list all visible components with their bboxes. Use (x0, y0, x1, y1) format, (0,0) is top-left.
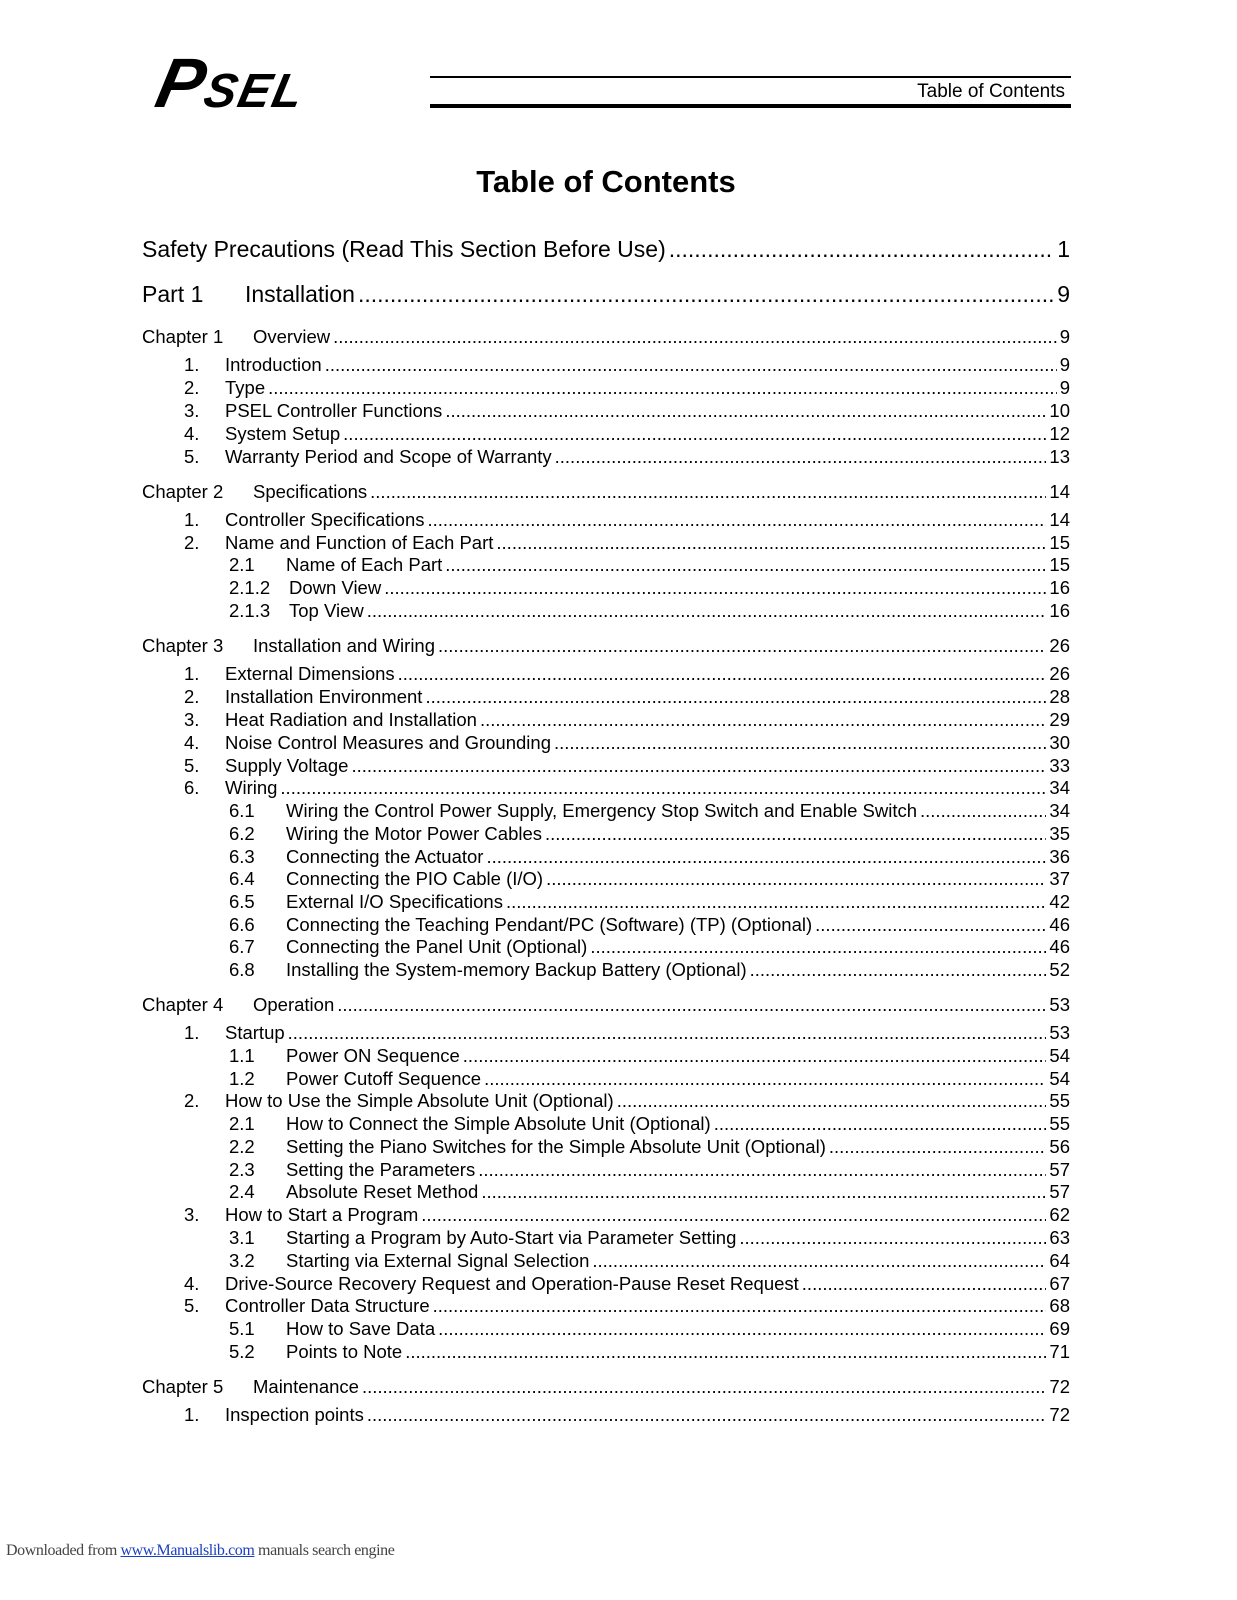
toc-entry-title: Absolute Reset Method (286, 1181, 479, 1202)
toc-entry-number: Part 1 (142, 281, 204, 307)
toc-leader-dots (920, 799, 1046, 822)
toc-entry[interactable] (142, 845, 1070, 868)
toc-entry[interactable] (142, 754, 1070, 777)
toc-entry[interactable] (142, 634, 1070, 657)
toc-entry-number: 4. (184, 423, 200, 444)
toc-entry[interactable] (142, 376, 1070, 399)
toc-leader-dots (481, 1180, 1046, 1203)
toc-entry[interactable] (142, 325, 1070, 348)
toc-entry-title: Connecting the Actuator (286, 846, 484, 867)
toc-leader-dots (425, 685, 1046, 708)
toc-entry-number: 3.2 (229, 1250, 255, 1271)
toc-entry[interactable] (142, 1203, 1070, 1226)
toc-entry[interactable] (142, 279, 1070, 309)
toc-entry-title: External Dimensions (225, 663, 395, 684)
page-title: Table of Contents (476, 164, 736, 199)
toc-entry-number: 5.1 (229, 1318, 255, 1339)
toc-leader-dots (445, 399, 1046, 422)
toc-entry[interactable] (142, 1067, 1070, 1090)
toc-entry-title: External I/O Specifications (286, 891, 503, 912)
toc-entry-page: 67 (1049, 1273, 1070, 1294)
toc-entry[interactable] (142, 508, 1070, 531)
header-rule-top (430, 76, 1071, 78)
toc-entry-title: Safety Precautions (Read This Section Before Use) (142, 236, 666, 262)
toc-leader-dots (433, 1294, 1047, 1317)
toc-entry-title: Noise Control Measures and Grounding (225, 732, 551, 753)
toc-entry-page: 29 (1049, 709, 1070, 730)
toc-entry-page: 36 (1049, 846, 1070, 867)
toc-entry-page: 12 (1049, 423, 1070, 444)
toc-entry-number: 2.2 (229, 1136, 255, 1157)
toc-entry[interactable] (142, 993, 1070, 1016)
toc-leader-dots (478, 1158, 1046, 1181)
toc-entry-number: 6.5 (229, 891, 255, 912)
toc-entry-number: 2.4 (229, 1181, 255, 1202)
toc-entry-page: 33 (1049, 755, 1070, 776)
toc-leader-dots (367, 1403, 1047, 1426)
toc-entry[interactable] (142, 399, 1070, 422)
toc-entry[interactable] (142, 1135, 1070, 1158)
toc-leader-dots (617, 1089, 1047, 1112)
toc-entry-title: Starting via External Signal Selection (286, 1250, 590, 1271)
logo-letters-sel: SEL (199, 65, 310, 118)
toc-entry-title: Setting the Piano Switches for the Simple Absolute Unit (Optional) (286, 1136, 826, 1157)
toc-entry-page: 16 (1049, 600, 1070, 621)
toc-entry[interactable] (142, 576, 1070, 599)
toc-entry-page: 9 (1059, 377, 1070, 398)
toc-entry-page: 72 (1049, 1404, 1070, 1425)
toc-entry[interactable] (142, 234, 1070, 264)
toc-leader-dots (463, 1044, 1047, 1067)
toc-entry-page: 63 (1049, 1227, 1070, 1248)
toc-entry-number: 4. (184, 732, 200, 753)
toc-leader-dots (506, 890, 1046, 913)
toc-leader-dots (438, 1317, 1046, 1340)
toc-entry-number: 2.1.2 (229, 577, 271, 598)
toc-entry-number: 2.1 (229, 554, 255, 575)
toc-entry[interactable] (142, 480, 1070, 503)
toc-entry-number: 1. (184, 1022, 200, 1043)
toc-entry-title: Warranty Period and Scope of Warranty (225, 446, 552, 467)
toc-entry-title: Setting the Parameters (286, 1159, 476, 1180)
logo-letter-p: P (149, 44, 211, 122)
toc-entry-number: 5.2 (229, 1341, 255, 1362)
toc-entry-title: How to Start a Program (225, 1204, 419, 1225)
toc-entry[interactable] (142, 1158, 1070, 1181)
toc-leader-dots (669, 234, 1054, 264)
toc-entry-title: Installation (245, 281, 355, 307)
toc-entry[interactable] (142, 822, 1070, 845)
toc-entry-title: Power Cutoff Sequence (286, 1068, 482, 1089)
toc-entry-page: 9 (1057, 281, 1070, 307)
toc-leader-dots (590, 935, 1046, 958)
toc-entry-number: Chapter 1 (142, 326, 224, 347)
toc-entry[interactable] (142, 799, 1070, 822)
toc-entry-page: 14 (1049, 481, 1070, 502)
toc-entry-page: 13 (1049, 446, 1070, 467)
toc-entry-page: 14 (1049, 509, 1070, 530)
toc-entry[interactable] (142, 353, 1070, 376)
toc-entry-page: 72 (1049, 1376, 1070, 1397)
toc-entry-number: Chapter 2 (142, 481, 224, 502)
toc-leader-dots (367, 599, 1047, 622)
toc-entry-page: 1 (1057, 236, 1070, 262)
toc-entry-title: Controller Specifications (225, 509, 425, 530)
toc-entry-title: Introduction (225, 354, 322, 375)
toc-leader-dots (815, 913, 1046, 936)
toc-entry-page: 37 (1049, 868, 1070, 889)
toc-entry-number: 6.6 (229, 914, 255, 935)
toc-entry-page: 10 (1049, 400, 1070, 421)
toc-entry[interactable] (142, 1249, 1070, 1272)
toc-entry-page: 9 (1059, 326, 1070, 347)
toc-entry-title: Connecting the Teaching Pendant/PC (Software) (TP) (Optional) (286, 914, 813, 935)
toc-entry-number: Chapter 5 (142, 1376, 224, 1397)
toc-entry-number: 6. (184, 777, 200, 798)
toc-entry[interactable] (142, 731, 1070, 754)
toc-entry-title: Supply Voltage (225, 755, 349, 776)
toc-entry[interactable] (142, 1294, 1070, 1317)
toc-entry-page: 52 (1049, 959, 1070, 980)
toc-entry-title: Wiring (225, 777, 278, 798)
toc-entry-title: Controller Data Structure (225, 1295, 430, 1316)
toc-entry-title: Connecting the Panel Unit (Optional) (286, 936, 588, 957)
toc-entry-number: 1.2 (229, 1068, 255, 1089)
toc-entry-title: Connecting the PIO Cable (I/O) (286, 868, 544, 889)
toc-entry-title: How to Use the Simple Absolute Unit (Optional) (225, 1090, 614, 1111)
toc-entry-page: 16 (1049, 577, 1070, 598)
toc-entry-title: Operation (253, 994, 335, 1015)
toc-entry-number: 1. (184, 354, 200, 375)
toc-entry-number: 2. (184, 686, 200, 707)
toc-entry-number: 1. (184, 1404, 200, 1425)
toc-entry[interactable] (142, 599, 1070, 622)
toc-entry-number: 1. (184, 509, 200, 530)
toc-entry-title: Wiring the Control Power Supply, Emergency Stop Switch and Enable Switch (286, 800, 918, 821)
toc-entry-title: Startup (225, 1022, 285, 1043)
toc-entry[interactable] (142, 890, 1070, 913)
toc-leader-dots (546, 867, 1046, 890)
toc-entry-number: 3.1 (229, 1227, 255, 1248)
toc-entry-number: 6.3 (229, 846, 255, 867)
psel-logo (149, 44, 314, 122)
toc-entry-title: Drive-Source Recovery Request and Operation-Pause Reset Request (225, 1273, 799, 1294)
toc-entry[interactable] (142, 1226, 1070, 1249)
toc-entry[interactable] (142, 867, 1070, 890)
toc-entry[interactable] (142, 776, 1070, 799)
toc-entry-number: 5. (184, 446, 200, 467)
toc-entry-page: 34 (1049, 800, 1070, 821)
toc-entry-number: 3. (184, 400, 200, 421)
toc-leader-dots (486, 845, 1046, 868)
toc-entry-title: Down View (289, 577, 382, 598)
toc-entry-page: 9 (1059, 354, 1070, 375)
toc-leader-dots (554, 731, 1046, 754)
toc-entry[interactable] (142, 662, 1070, 685)
toc-entry-number: 6.4 (229, 868, 255, 889)
footer-prefix: Downloaded from (6, 1542, 121, 1559)
toc-entry-number: 2.3 (229, 1159, 255, 1180)
toc-entry-title: Name of Each Part (286, 554, 443, 575)
toc-leader-dots (333, 325, 1057, 348)
toc-leader-dots (288, 1021, 1047, 1044)
toc-leader-dots (358, 279, 1054, 309)
toc-leader-dots (829, 1135, 1047, 1158)
toc-leader-dots (398, 662, 1047, 685)
toc-entry[interactable] (142, 1272, 1070, 1295)
toc-entry-number: 1. (184, 663, 200, 684)
toc-entry[interactable] (142, 1340, 1070, 1363)
toc-leader-dots (592, 1249, 1046, 1272)
toc-entry-page: 15 (1049, 554, 1070, 575)
toc-entry[interactable] (142, 958, 1070, 981)
toc-entry-title: How to Connect the Simple Absolute Unit (Optional) (286, 1113, 711, 1134)
toc-entry[interactable] (142, 1180, 1070, 1203)
toc-entry-title: Top View (289, 600, 364, 621)
toc-leader-dots (362, 1375, 1046, 1398)
toc-entry[interactable] (142, 445, 1070, 468)
toc-leader-dots (427, 508, 1046, 531)
toc-entry-page: 34 (1049, 777, 1070, 798)
toc-entry-page: 54 (1049, 1045, 1070, 1066)
toc-entry-number: 3. (184, 1204, 200, 1225)
toc-leader-dots (405, 1340, 1046, 1363)
toc-entry-page: 54 (1049, 1068, 1070, 1089)
toc-entry-title: Points to Note (286, 1341, 403, 1362)
toc-leader-dots (545, 822, 1046, 845)
toc-entry-page: 56 (1049, 1136, 1070, 1157)
toc-entry-number: 6.7 (229, 936, 255, 957)
toc-entry-page: 26 (1049, 635, 1070, 656)
toc-entry-page: 53 (1049, 1022, 1070, 1043)
toc-entry-title: Installation Environment (225, 686, 423, 707)
toc-entry-number: 3. (184, 709, 200, 730)
toc-entry-title: Heat Radiation and Installation (225, 709, 477, 730)
header-section-label: Table of Contents (917, 81, 1065, 102)
toc-entry-number: 4. (184, 1273, 200, 1294)
toc-entry-number: Chapter 4 (142, 994, 224, 1015)
toc-entry-title: Type (225, 377, 266, 398)
toc-leader-dots (351, 754, 1046, 777)
toc-entry[interactable] (142, 422, 1070, 445)
toc-entry-page: 15 (1049, 532, 1070, 553)
toc-leader-dots (714, 1112, 1047, 1135)
toc-entry-number: 2. (184, 1090, 200, 1111)
toc-entry-page: 69 (1049, 1318, 1070, 1339)
toc-leader-dots (384, 576, 1046, 599)
header-rule-bottom (430, 104, 1071, 108)
toc-leader-dots (496, 531, 1046, 554)
toc-entry-number: 6.2 (229, 823, 255, 844)
toc-entry[interactable] (142, 1317, 1070, 1340)
toc-entry-number: 2. (184, 532, 200, 553)
toc-entry-title: Power ON Sequence (286, 1045, 460, 1066)
toc-entry-number: Chapter 3 (142, 635, 224, 656)
toc-entry-title: System Setup (225, 423, 341, 444)
toc-leader-dots (280, 776, 1046, 799)
toc-entry-number: 5. (184, 755, 200, 776)
toc-entry-page: 55 (1049, 1113, 1070, 1134)
toc-entry-title: Overview (253, 326, 331, 347)
footer-suffix: manuals search engine (254, 1542, 395, 1559)
toc-entry[interactable] (142, 1112, 1070, 1135)
toc-entry-page: 64 (1049, 1250, 1070, 1271)
toc-leader-dots (555, 445, 1047, 468)
toc-leader-dots (480, 708, 1046, 731)
toc-entry[interactable] (142, 1403, 1070, 1426)
toc-entry-number: 6.8 (229, 959, 255, 980)
toc-entry[interactable] (142, 531, 1070, 554)
toc-entry[interactable] (142, 913, 1070, 936)
toc-entry[interactable] (142, 685, 1070, 708)
toc-entry-title: PSEL Controller Functions (225, 400, 443, 421)
toc-entry-number: 5. (184, 1295, 200, 1316)
toc-entry-title: Specifications (253, 481, 368, 502)
toc-entry[interactable] (142, 1044, 1070, 1067)
toc-leader-dots (802, 1272, 1047, 1295)
toc-entry[interactable] (142, 935, 1070, 958)
toc-leader-dots (337, 993, 1046, 1016)
toc-entry-page: 26 (1049, 663, 1070, 684)
footer-link[interactable]: www.Manualslib.com (120, 1542, 255, 1559)
toc-entry-page: 35 (1049, 823, 1070, 844)
toc-entry-page: 46 (1049, 936, 1070, 957)
toc-entry-page: 62 (1049, 1204, 1070, 1225)
toc-entry-page: 30 (1049, 732, 1070, 753)
toc-entry-number: 1.1 (229, 1045, 255, 1066)
toc-entry-number: 2. (184, 377, 200, 398)
toc-entry[interactable] (142, 708, 1070, 731)
toc-entry-title: Installing the System-memory Backup Battery (Optional) (286, 959, 747, 980)
toc-entry-page: 46 (1049, 914, 1070, 935)
toc-entry-number: 2.1 (229, 1113, 255, 1134)
toc-entry-number: 6.1 (229, 800, 255, 821)
toc-entry-title: Starting a Program by Auto-Start via Parameter Setting (286, 1227, 737, 1248)
toc-entry-page: 42 (1049, 891, 1070, 912)
toc-leader-dots (370, 480, 1046, 503)
download-footer (6, 1542, 394, 1560)
toc-leader-dots (445, 553, 1046, 576)
toc-entry-title: Wiring the Motor Power Cables (286, 823, 543, 844)
toc-entry-page: 71 (1049, 1341, 1070, 1362)
toc-leader-dots (268, 376, 1057, 399)
toc-leader-dots (484, 1067, 1046, 1090)
toc-entry[interactable] (142, 1021, 1070, 1044)
toc-entry-title: Maintenance (253, 1376, 359, 1397)
toc-entry-title: Inspection points (225, 1404, 364, 1425)
toc-leader-dots (438, 634, 1046, 657)
toc-leader-dots (750, 958, 1047, 981)
toc-entry-title: How to Save Data (286, 1318, 436, 1339)
toc-entry-number: 2.1.3 (229, 600, 271, 621)
toc-entry-page: 57 (1049, 1181, 1070, 1202)
toc-leader-dots (325, 353, 1057, 376)
toc-leader-dots (739, 1226, 1046, 1249)
toc-entry[interactable] (142, 1375, 1070, 1398)
toc-leader-dots (421, 1203, 1046, 1226)
toc-entry-page: 53 (1049, 994, 1070, 1015)
toc-entry-page: 57 (1049, 1159, 1070, 1180)
toc-leader-dots (343, 422, 1046, 445)
toc-entry-page: 55 (1049, 1090, 1070, 1111)
toc-entry-page: 28 (1049, 686, 1070, 707)
toc-entry-title: Name and Function of Each Part (225, 532, 494, 553)
toc-entry-page: 68 (1049, 1295, 1070, 1316)
toc-entry[interactable] (142, 553, 1070, 576)
toc-entry-title: Installation and Wiring (253, 635, 436, 656)
toc-entry[interactable] (142, 1089, 1070, 1112)
